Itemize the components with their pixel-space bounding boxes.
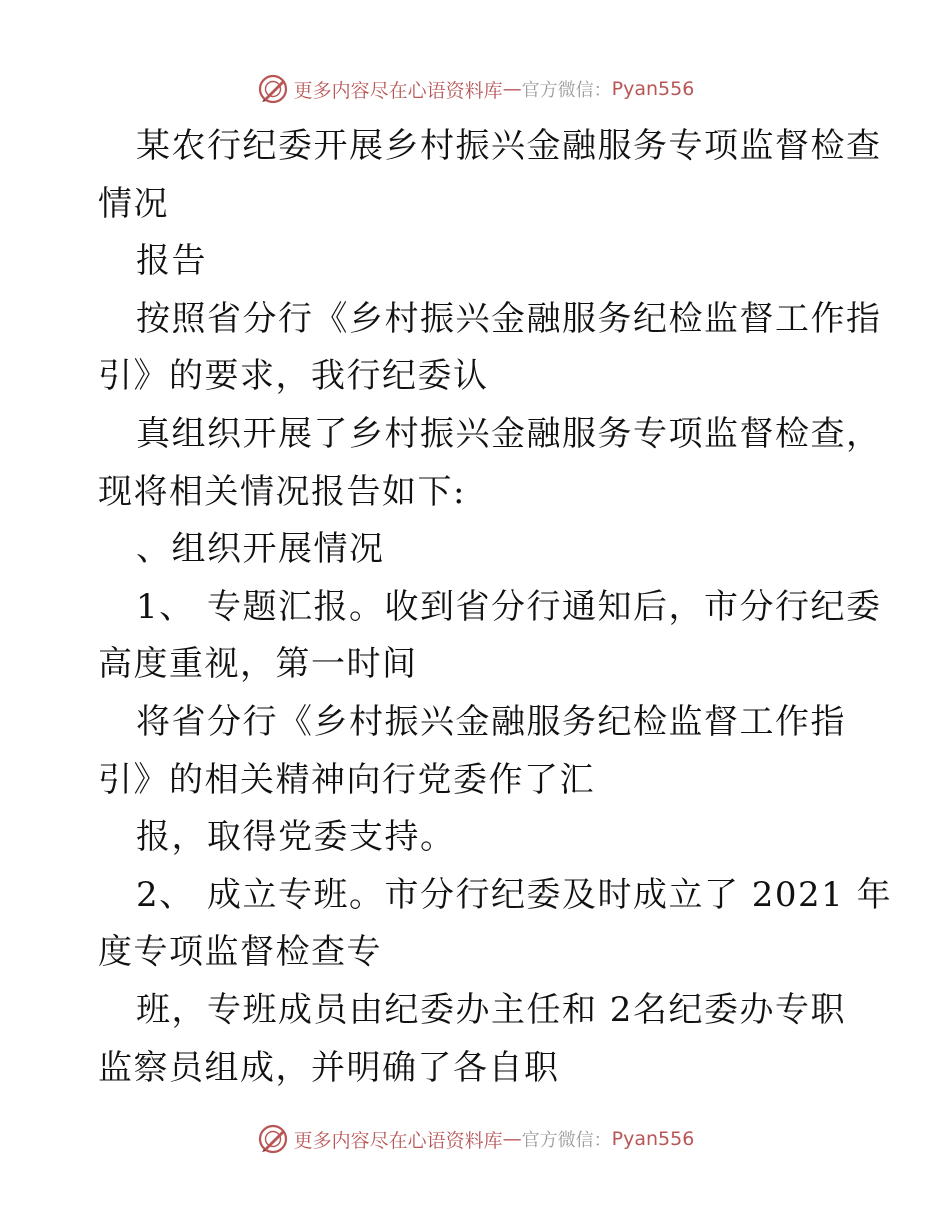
watermark-text: 更多内容尽在心语资料库 — [293, 1129, 503, 1152]
text-line: 将省分行《乡村振兴金融服务纪检监督工作指 — [136, 701, 846, 742]
text-line: 按照省分行《乡村振兴金融服务纪检监督工作指 — [136, 298, 882, 339]
text-line: 高度重视，第一时间 — [98, 644, 418, 685]
watermark-wechat-label: 官方微信： — [521, 80, 612, 101]
footer-watermark — [0, 1122, 950, 1156]
watermark-separator: — — [502, 78, 522, 100]
pen-logo-icon — [256, 72, 290, 106]
watermark-wechat-label: 官方微信： — [521, 1130, 612, 1151]
pen-logo-icon — [256, 1122, 290, 1156]
text-line: 班，专班成员由纪委办主任和 2名纪委办专职 — [136, 989, 846, 1030]
text-line: 引》的相关精神向行党委作了汇 — [98, 759, 595, 800]
watermark-wechat-id: Pyan556 — [611, 78, 695, 100]
watermark-wechat-id: Pyan556 — [611, 1128, 695, 1150]
document-body — [98, 118, 893, 1097]
text-line: 报告 — [136, 241, 207, 282]
watermark-separator: — — [502, 1128, 522, 1150]
text-line: 引》的要求，我行纪委认 — [98, 356, 489, 397]
text-line: 监察员组成，并明确了各自职 — [98, 1047, 560, 1088]
text-line: 真组织开展了乡村振兴金融服务专项监督检查， — [136, 413, 882, 454]
text-line: 报，取得党委支持。 — [136, 817, 456, 858]
text-line: 现将相关情况报告如下: — [98, 471, 466, 512]
text-line: 1、 专题汇报。收到省分行通知后，市分行纪委 — [136, 586, 882, 627]
text-line: 2、 成立专班。市分行纪委及时成立了 2021 年 — [136, 874, 893, 915]
text-line: 某农行纪委开展乡村振兴金融服务专项监督检查 — [136, 126, 882, 166]
watermark-text: 更多内容尽在心语资料库 — [293, 79, 503, 102]
header-watermark — [0, 72, 950, 106]
text-line: 度专项监督检查专 — [98, 932, 382, 973]
text-line: 情况 — [98, 183, 169, 224]
section-heading: 、组织开展情况 — [136, 529, 385, 570]
